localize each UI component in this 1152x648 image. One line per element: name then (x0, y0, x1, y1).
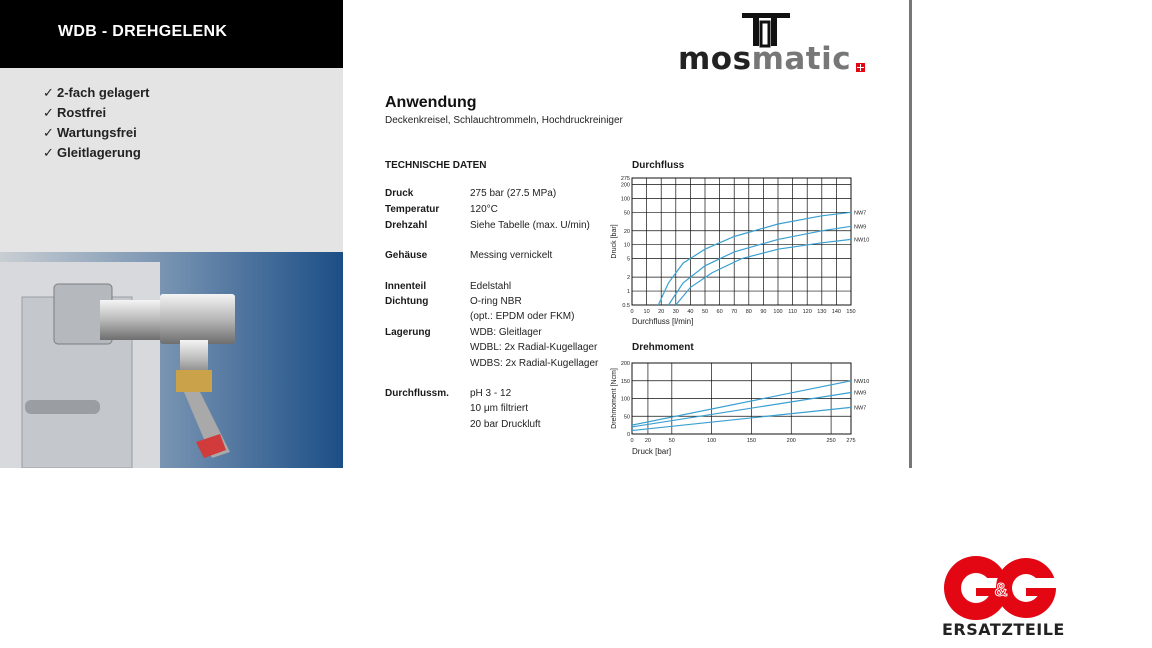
drehmoment-chart (604, 356, 874, 460)
feature-label: Rostfrei (57, 105, 107, 120)
spec-value: 20 bar Druckluft (470, 418, 541, 430)
series-label: NW10 (854, 237, 870, 244)
x-tick-label: 150 (846, 309, 856, 315)
x-tick-label: 20 (658, 309, 665, 315)
spec-value: 10 μm filtriert (470, 403, 528, 415)
spec-value: Siehe Tabelle (max. U/min) (470, 220, 590, 231)
y-tick-label: 5 (626, 256, 630, 263)
x-tick-label: 40 (687, 309, 694, 315)
x-tick-label: 130 (817, 309, 827, 315)
x-tick-label: 100 (707, 438, 717, 444)
feature-item (43, 123, 149, 143)
x-tick-label: 250 (826, 438, 836, 444)
spec-label: Drehzahl (385, 220, 428, 231)
x-tick-label: 30 (672, 309, 679, 315)
spec-label: Innenteil (385, 281, 427, 292)
y-tick-label: 100 (620, 196, 630, 203)
feature-list (43, 83, 149, 163)
svg-text:&: & (994, 580, 1008, 600)
brand-wordmark: mosmatic (678, 41, 852, 77)
x-axis-label: Durchfluss [l/min] (632, 317, 694, 326)
feature-label: Wartungsfrei (57, 125, 137, 140)
x-tick-label: 200 (786, 438, 796, 444)
x-tick-label: 140 (831, 309, 841, 315)
page-edge-rule (909, 0, 912, 468)
chart-title-durchfluss: Durchfluss (632, 160, 685, 171)
product-photo (0, 252, 343, 468)
page-title: WDB - DREHGELENK (58, 23, 228, 40)
x-tick-label: 70 (731, 309, 738, 315)
y-tick-label: 50 (623, 210, 630, 217)
x-tick-label: 110 (788, 309, 797, 315)
mosmatic-logo (678, 12, 868, 77)
spec-value: WDB: Gleitlager (470, 327, 542, 338)
left-panel (0, 0, 343, 468)
y-tick-label: 150 (620, 378, 630, 385)
y-tick-label: 2 (626, 275, 630, 282)
check-icon: ✓ (43, 125, 54, 140)
x-tick-label: 90 (760, 309, 767, 315)
check-icon: ✓ (43, 85, 54, 100)
x-tick-label: 50 (701, 309, 709, 315)
spec-label: Temperatur (385, 204, 440, 215)
y-tick-label: 10 (623, 242, 630, 249)
series-label: NW7 (854, 405, 867, 412)
series-label: NW7 (854, 210, 867, 217)
section-title-anwendung: Anwendung (385, 94, 477, 111)
y-tick-label: 200 (620, 182, 630, 189)
y-tick-label: 100 (620, 396, 630, 403)
y-axis-label: Druck [bar] (611, 224, 618, 259)
x-tick-label: 10 (643, 309, 650, 315)
anwendung-text: Deckenkreisel, Schlauchtrommeln, Hochdruckreiniger (385, 115, 623, 126)
x-tick-label: 80 (745, 309, 752, 315)
chart-plot-area (632, 178, 851, 305)
check-icon: ✓ (43, 145, 54, 160)
y-tick-label: 50 (623, 414, 630, 421)
feature-label: 2-fach gelagert (57, 85, 150, 100)
feature-item (43, 83, 149, 103)
spec-value: WDBS: 2x Radial-Kugellager (470, 357, 599, 369)
x-tick-label: 50 (668, 438, 675, 444)
x-tick-label: 0 (630, 309, 634, 315)
spec-value: Messing vernickelt (470, 250, 553, 261)
spec-value: Edelstahl (470, 281, 512, 292)
x-tick-label: 20 (644, 438, 651, 444)
x-tick-label: 100 (773, 309, 783, 315)
spec-value: pH 3 - 12 (470, 388, 512, 399)
spec-label: Durchflussm. (385, 388, 449, 399)
y-tick-label: 200 (620, 361, 630, 367)
y-tick-label: 0 (626, 432, 630, 438)
x-axis-label: Druck [bar] (632, 447, 672, 456)
x-tick-label: 275 (846, 438, 856, 444)
series-label: NW10 (854, 378, 870, 385)
series-label: NW9 (854, 224, 867, 231)
title-bar (0, 0, 343, 68)
spec-value: O-ring NBR (470, 296, 522, 307)
y-tick-label: 0.5 (622, 303, 630, 309)
spec-value: 275 bar (27.5 MPa) (470, 188, 557, 199)
spec-label: Lagerung (385, 327, 431, 338)
feature-item (43, 103, 149, 123)
spec-label: Druck (385, 188, 414, 199)
y-tick-label: 275 (620, 176, 630, 182)
feature-label: Gleitlagerung (57, 145, 141, 160)
gg-logo-text: ERSATZTEILE (942, 620, 1065, 639)
x-tick-label: 0 (630, 438, 634, 444)
chart-title-drehmoment: Drehmoment (632, 342, 694, 353)
swivel-joint-image (0, 252, 343, 468)
x-tick-label: 60 (716, 309, 723, 315)
spec-label: Gehäuse (385, 250, 428, 261)
spec-value: 120°C (470, 204, 498, 215)
y-tick-label: 20 (623, 228, 630, 235)
spec-label: Dichtung (385, 296, 429, 307)
section-title-technische-daten: TECHNISCHE DATEN (385, 160, 487, 171)
y-tick-label: 1 (626, 289, 630, 296)
spec-value: WDBL: 2x Radial-Kugellager (470, 342, 598, 354)
y-axis-label: Drehmoment [Ncm] (611, 368, 618, 429)
spec-value: (opt.: EPDM oder FKM) (470, 311, 575, 323)
feature-item (43, 143, 149, 163)
durchfluss-chart (604, 172, 874, 330)
series-label: NW9 (854, 390, 867, 397)
check-icon: ✓ (43, 105, 54, 120)
swiss-flag-icon (856, 63, 865, 72)
x-tick-label: 120 (802, 309, 812, 315)
x-tick-label: 150 (746, 438, 757, 444)
